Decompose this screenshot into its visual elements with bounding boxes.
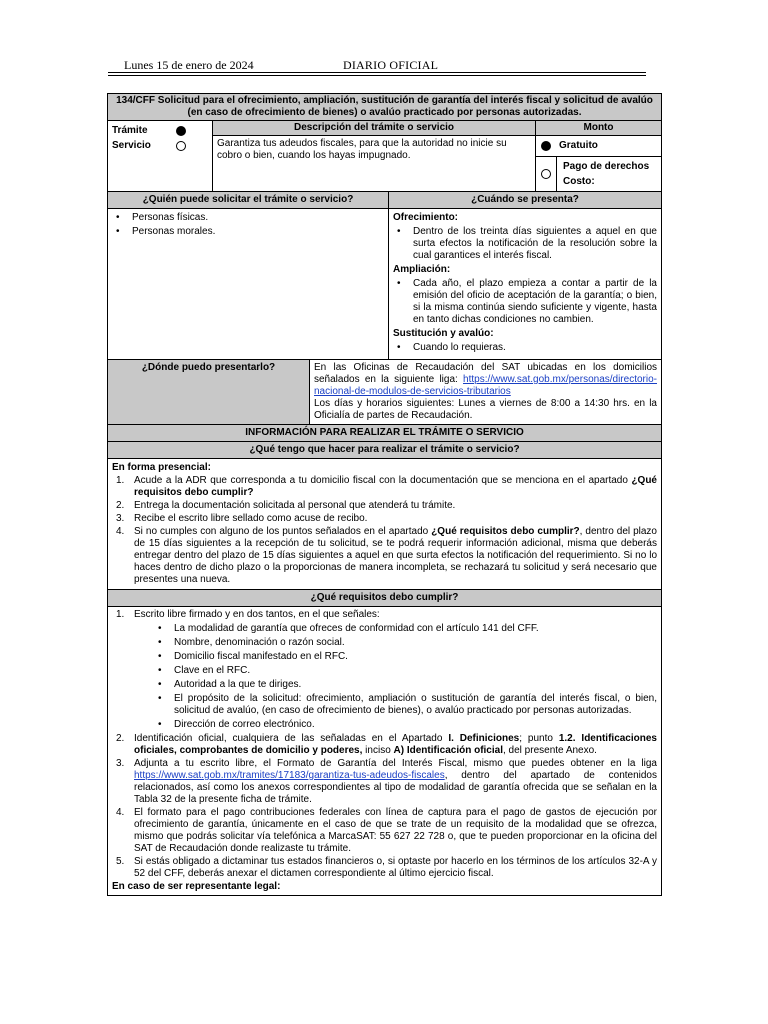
descripcion-text: Garantiza tus adeudos fiscales, para que la autoridad no inicie su cobro o bien, cuando los hayas impugnado. — [217, 138, 507, 161]
requisito-2-a: Identificación oficial, cualquiera de las señaladas en el Apartado — [134, 733, 449, 744]
donde-cell — [310, 360, 661, 424]
requisito-3-b: , dentro del apartado de contenidos relacionados, así como los anexos correspondientes al tipo de modalidad de garantía ofrecida que se señalan en la Tabla 32 de la presente ficha de trámite. — [134, 770, 657, 805]
pago-radio[interactable] — [541, 169, 551, 179]
servicio-radio[interactable] — [176, 141, 186, 151]
requisito-3-a: Adjunta a tu escrito libre, el Formato de Garantía del Interés Fiscal, mismo que puedes obtener en la liga — [134, 758, 657, 769]
requisito-5-text: Si estás obligado a dictaminar tus estados financieros o, si optaste por hacerlo en los términos de los artículos 32-A y 52 del CFF, deberás anexar el dictamen correspondiente al último ejercicio fiscal. — [134, 856, 657, 879]
que-hacer-cell — [108, 459, 661, 589]
ficha-title-line2: (en caso de ofrecimiento de bienes) o avalúo practicado por personas autorizadas. — [187, 107, 582, 118]
paso-1-ref: ¿Qué requisitos debo cumplir? — [134, 475, 657, 498]
costo-label: Costo: — [563, 176, 595, 187]
descripcion-header: Descripción del trámite o servicio — [213, 121, 535, 136]
requisito-1-text: Escrito libre firmado y en dos tantos, en el que señales: — [134, 609, 380, 620]
paso-2: 2. Entrega la documentación solicitada al personal que atenderá tu trámite. — [116, 500, 456, 511]
ficha-table — [107, 93, 662, 896]
requisito-4: 4. El formato para el pago contribuciones federales con línea de captura para el pago de gastos de ejecución por ofrecimiento de garantía, únicamente en el caso de que se trate de un requisito de la modalidad que se ofrezca, mismo que podrás solicitar vía telefónica a MarcaSAT: 55 627 22 728 o, que te pueden proporcionar en la oficina del SAT de Recaudación donde realizaste tu trámite. — [116, 807, 657, 854]
info-header: INFORMACIÓN PARA REALIZAR EL TRÁMITE O SERVICIO — [245, 427, 524, 438]
requisitos-cell — [108, 607, 661, 895]
requisitos-list — [112, 609, 657, 880]
requisito-2-b: I. Definiciones — [448, 733, 520, 744]
ampliacion-title: Ampliación: — [393, 264, 451, 275]
monto-pago-row — [536, 157, 661, 191]
list-item: • Domicilio fiscal manifestado en el RFC. — [174, 651, 657, 663]
tipo-cell — [108, 121, 213, 191]
monto-gratuito-row — [536, 136, 661, 157]
tipo-descripcion-monto-row — [108, 120, 661, 191]
pago-labels — [557, 157, 655, 191]
representante-subtitle: En caso de ser representante legal: — [112, 881, 281, 892]
pago-label: Pago de derechos — [563, 161, 650, 172]
list-item: • Nombre, denominación o razón social. — [174, 637, 657, 649]
paso-4: 4. Si no cumples con alguno de los puntos señalados en el apartado ¿Qué requisitos debo cumplir?, dentro del plazo de 15 días siguientes a la recepción de tu solicitud, se te podrá requerir información adicional, misma que deberás entregar dentro del plazo de 15 días siguientes a aquel en que surta efectos la notificación del requerimiento. Si no lo haces dentro de dicho plazo o la proporcionas de manera incompleta, se rechazará tu solicitud y será necesario que presentes una nueva. — [116, 526, 657, 585]
tramite-label: Trámite — [112, 124, 148, 136]
quien-cuando-row — [108, 208, 661, 359]
requisito-5: 5. Si estás obligado a dictaminar tus estados financieros o, si optaste por hacerlo en los términos de los artículos 32-A y 52 del CFF, deberás anexar el dictamen correspondiente al último ejercicio fiscal. — [116, 856, 657, 879]
quien-cell — [108, 209, 389, 359]
list-item: • Dirección de correo electrónico. — [174, 719, 657, 731]
directorio-link[interactable]: https://www.sat.gob.mx/personas/directorio-nacional-de-modulos-de-servicios-tributarios — [314, 374, 657, 397]
donde-row — [108, 359, 661, 424]
list-item: • La modalidad de garantía que ofreces de conformidad con el artículo 141 del CFF. — [174, 623, 657, 635]
quien-list — [112, 212, 384, 238]
quien-header: ¿Quién puede solicitar el trámite o servicio? — [108, 192, 389, 208]
presencial-subtitle: En forma presencial: — [112, 462, 211, 473]
paso-1-text: Acude a la ADR que corresponda a tu domicilio fiscal con la documentación que se menciona en el apartado — [134, 475, 632, 486]
requisito-2: 2. Identificación oficial, cualquiera de las señaladas en el Apartado I. Definiciones; punto 1.2. Identificaciones oficiales, comprobantes de domicilio y poderes, inciso A) Identificación oficial, del presente Anexo. — [116, 733, 657, 756]
list-item: • Personas físicas. — [132, 212, 384, 224]
sustitucion-title: Sustitución y avalúo: — [393, 328, 494, 339]
pago-radio-cell — [536, 157, 557, 191]
donde-header: ¿Dónde puedo presentarlo? — [108, 360, 310, 424]
requisito-2-g: , del presente Anexo. — [503, 745, 597, 756]
paso-4-ref: ¿Qué requisitos debo cumplir? — [431, 526, 580, 537]
list-item: • Cada año, el plazo empieza a contar a partir de la emisión del oficio de aceptación de la garantía; o bien, si la misma continúa siendo suficiente y vigente, hasta en tanto dichas condiciones no cambien. — [413, 278, 657, 326]
requisitos-header-row — [108, 589, 661, 606]
cuando-header: ¿Cuándo se presenta? — [471, 194, 579, 205]
garantiza-adeudos-link[interactable]: https://www.sat.gob.mx/tramites/17183/garantiza-tus-adeudos-fiscales — [134, 770, 445, 781]
ofrecimiento-list — [393, 226, 657, 262]
ofrecimiento-title: Ofrecimiento: — [393, 212, 459, 223]
que-hacer-header-row — [108, 441, 661, 458]
donde-text1-span: En las Oficinas de Recaudación del SAT ubicadas en los domicilios señalados en la siguiente liga: — [314, 362, 657, 385]
servicio-label: Servicio — [112, 139, 151, 151]
header-rule-double — [108, 75, 646, 76]
monto-cell — [536, 121, 661, 191]
header-rule — [108, 72, 646, 73]
list-item: • Autoridad a la que te diriges. — [174, 679, 657, 691]
list-item: • Personas morales. — [132, 226, 384, 238]
requisito-2-f: A) Identificación oficial — [393, 745, 503, 756]
requisitos-header: ¿Qué requisitos debo cumplir? — [310, 592, 459, 603]
gratuito-radio[interactable] — [541, 141, 551, 151]
pasos-list — [112, 475, 657, 586]
gratuito-label: Gratuito — [559, 140, 598, 151]
paso-4-text-a: Si no cumples con alguno de los puntos señalados en el apartado — [134, 526, 432, 537]
header-publication: DIARIO OFICIAL — [343, 58, 439, 72]
info-header-row — [108, 424, 661, 441]
page-header — [108, 58, 646, 80]
requisito-3: 3. Adjunta a tu escrito libre, el Formato de Garantía del Interés Fiscal, mismo que puedes obtener en la liga https://www.sat.gob.mx/tramites/17183/garantiza-tus-adeudos-fiscales, dentro del apartado de contenidos relacionados, así como los anexos correspondientes al tipo de modalidad de garantía ofrecida que se señalan en la Tabla 32 de la presente ficha de trámite. — [116, 758, 657, 805]
paso-3-text: Recibe el escrito libre sellado como acuse de recibo. — [134, 513, 368, 524]
ficha-title-line1: 134/CFF Solicitud para el ofrecimiento, ampliación, sustitución de garantía del interés fiscal y solicitud de avalúo — [116, 95, 653, 106]
header-date: Lunes 15 de enero de 2024 — [124, 58, 254, 72]
ficha-title — [108, 94, 661, 120]
que-hacer-header: ¿Qué tengo que hacer para realizar el trámite o servicio? — [249, 444, 520, 455]
requisitos-row — [108, 606, 661, 895]
monto-header: Monto — [536, 121, 661, 136]
donde-text2: Los días y horarios siguientes: Lunes a viernes de 8:00 a 14:30 hrs. en la Oficialía de partes de Recaudación. — [314, 398, 657, 421]
cuando-cell — [389, 209, 661, 359]
descripcion-cell — [213, 121, 536, 191]
paso-3: 3. Recibe el escrito libre sellado como acuse de recibo. — [116, 513, 368, 524]
paso-4-text-c: , dentro del plazo de 15 días siguientes a la recepción de tu solicitud, se te podrá requerir información adicional, misma que deberás entregar dentro del plazo de 15 días siguientes a aquel en que surta efectos la notificación del requerimiento. Si no lo haces dentro de dicho plazo o la proporcionas de manera incompleta, se rechazará tu solicitud y será necesario que presentes una nueva. — [134, 526, 657, 585]
sustitucion-list — [393, 342, 657, 354]
list-item: • El propósito de la solicitud: ofrecimiento, ampliación o sustitución de garantía del interés fiscal, o bien, solicitud de avalúo, (en caso de ofrecimiento de bienes), o avalúo practicado por personas autorizadas. — [174, 693, 657, 717]
paso-2-text: Entrega la documentación solicitada al personal que atenderá tu trámite. — [134, 500, 456, 511]
requisito-2-d: 1.2. Identificaciones oficiales, comprobantes de domicilio y poderes, — [134, 733, 657, 756]
donde-text1 — [314, 362, 657, 398]
escrito-items-list — [134, 623, 657, 731]
que-hacer-row — [108, 458, 661, 589]
list-item: • Dentro de los treinta días siguientes a aquel en que surta efectos la notificación de la resolución sobre la cual garantices el interés fiscal. — [413, 226, 657, 262]
requisito-4-text: El formato para el pago contribuciones federales con línea de captura para el pago de gastos de ejecución por ofrecimiento de garantía, únicamente en el caso de que se trate de un requisito de la modalidad que se ofrezca, mismo que podrás solicitar vía telefónica a MarcaSAT: 55 627 22 728 o, que te pueden proporcionar en la oficina del SAT de Recaudación donde realizaste tu trámite. — [134, 807, 657, 854]
list-item: • Clave en el RFC. — [174, 665, 657, 677]
tramite-radio[interactable] — [176, 126, 186, 136]
ampliacion-list — [393, 278, 657, 326]
list-item: • Cuando lo requieras. — [413, 342, 657, 354]
requisito-1: 1. Escrito libre firmado y en dos tantos, en el que señales: • La modalidad de garantía que ofreces de conformidad con el artículo 141 del CFF. • Nombre, denominación o razón social. • Domicilio fiscal manifestado en el RFC. • Clave en el RFC. • Autoridad a la que te diriges. • El propósito de la solicitud: ofrecimiento, ampliación o sustitución de garantía del interés fiscal, o bien, solicitud de avalúo, (en caso de ofrecimiento de bienes), o avalúo practicado por personas autorizadas. • Dirección de correo electrónico. — [112, 609, 657, 731]
requisito-2-e: inciso — [362, 745, 394, 756]
requisito-2-c: ; punto — [519, 733, 559, 744]
paso-1: 1. Acude a la ADR que corresponda a tu domicilio fiscal con la documentación que se menciona en el apartado ¿Qué requisitos debo cumplir? — [116, 475, 657, 498]
quien-cuando-header-row — [108, 191, 661, 208]
ficha-title-row — [108, 94, 661, 120]
